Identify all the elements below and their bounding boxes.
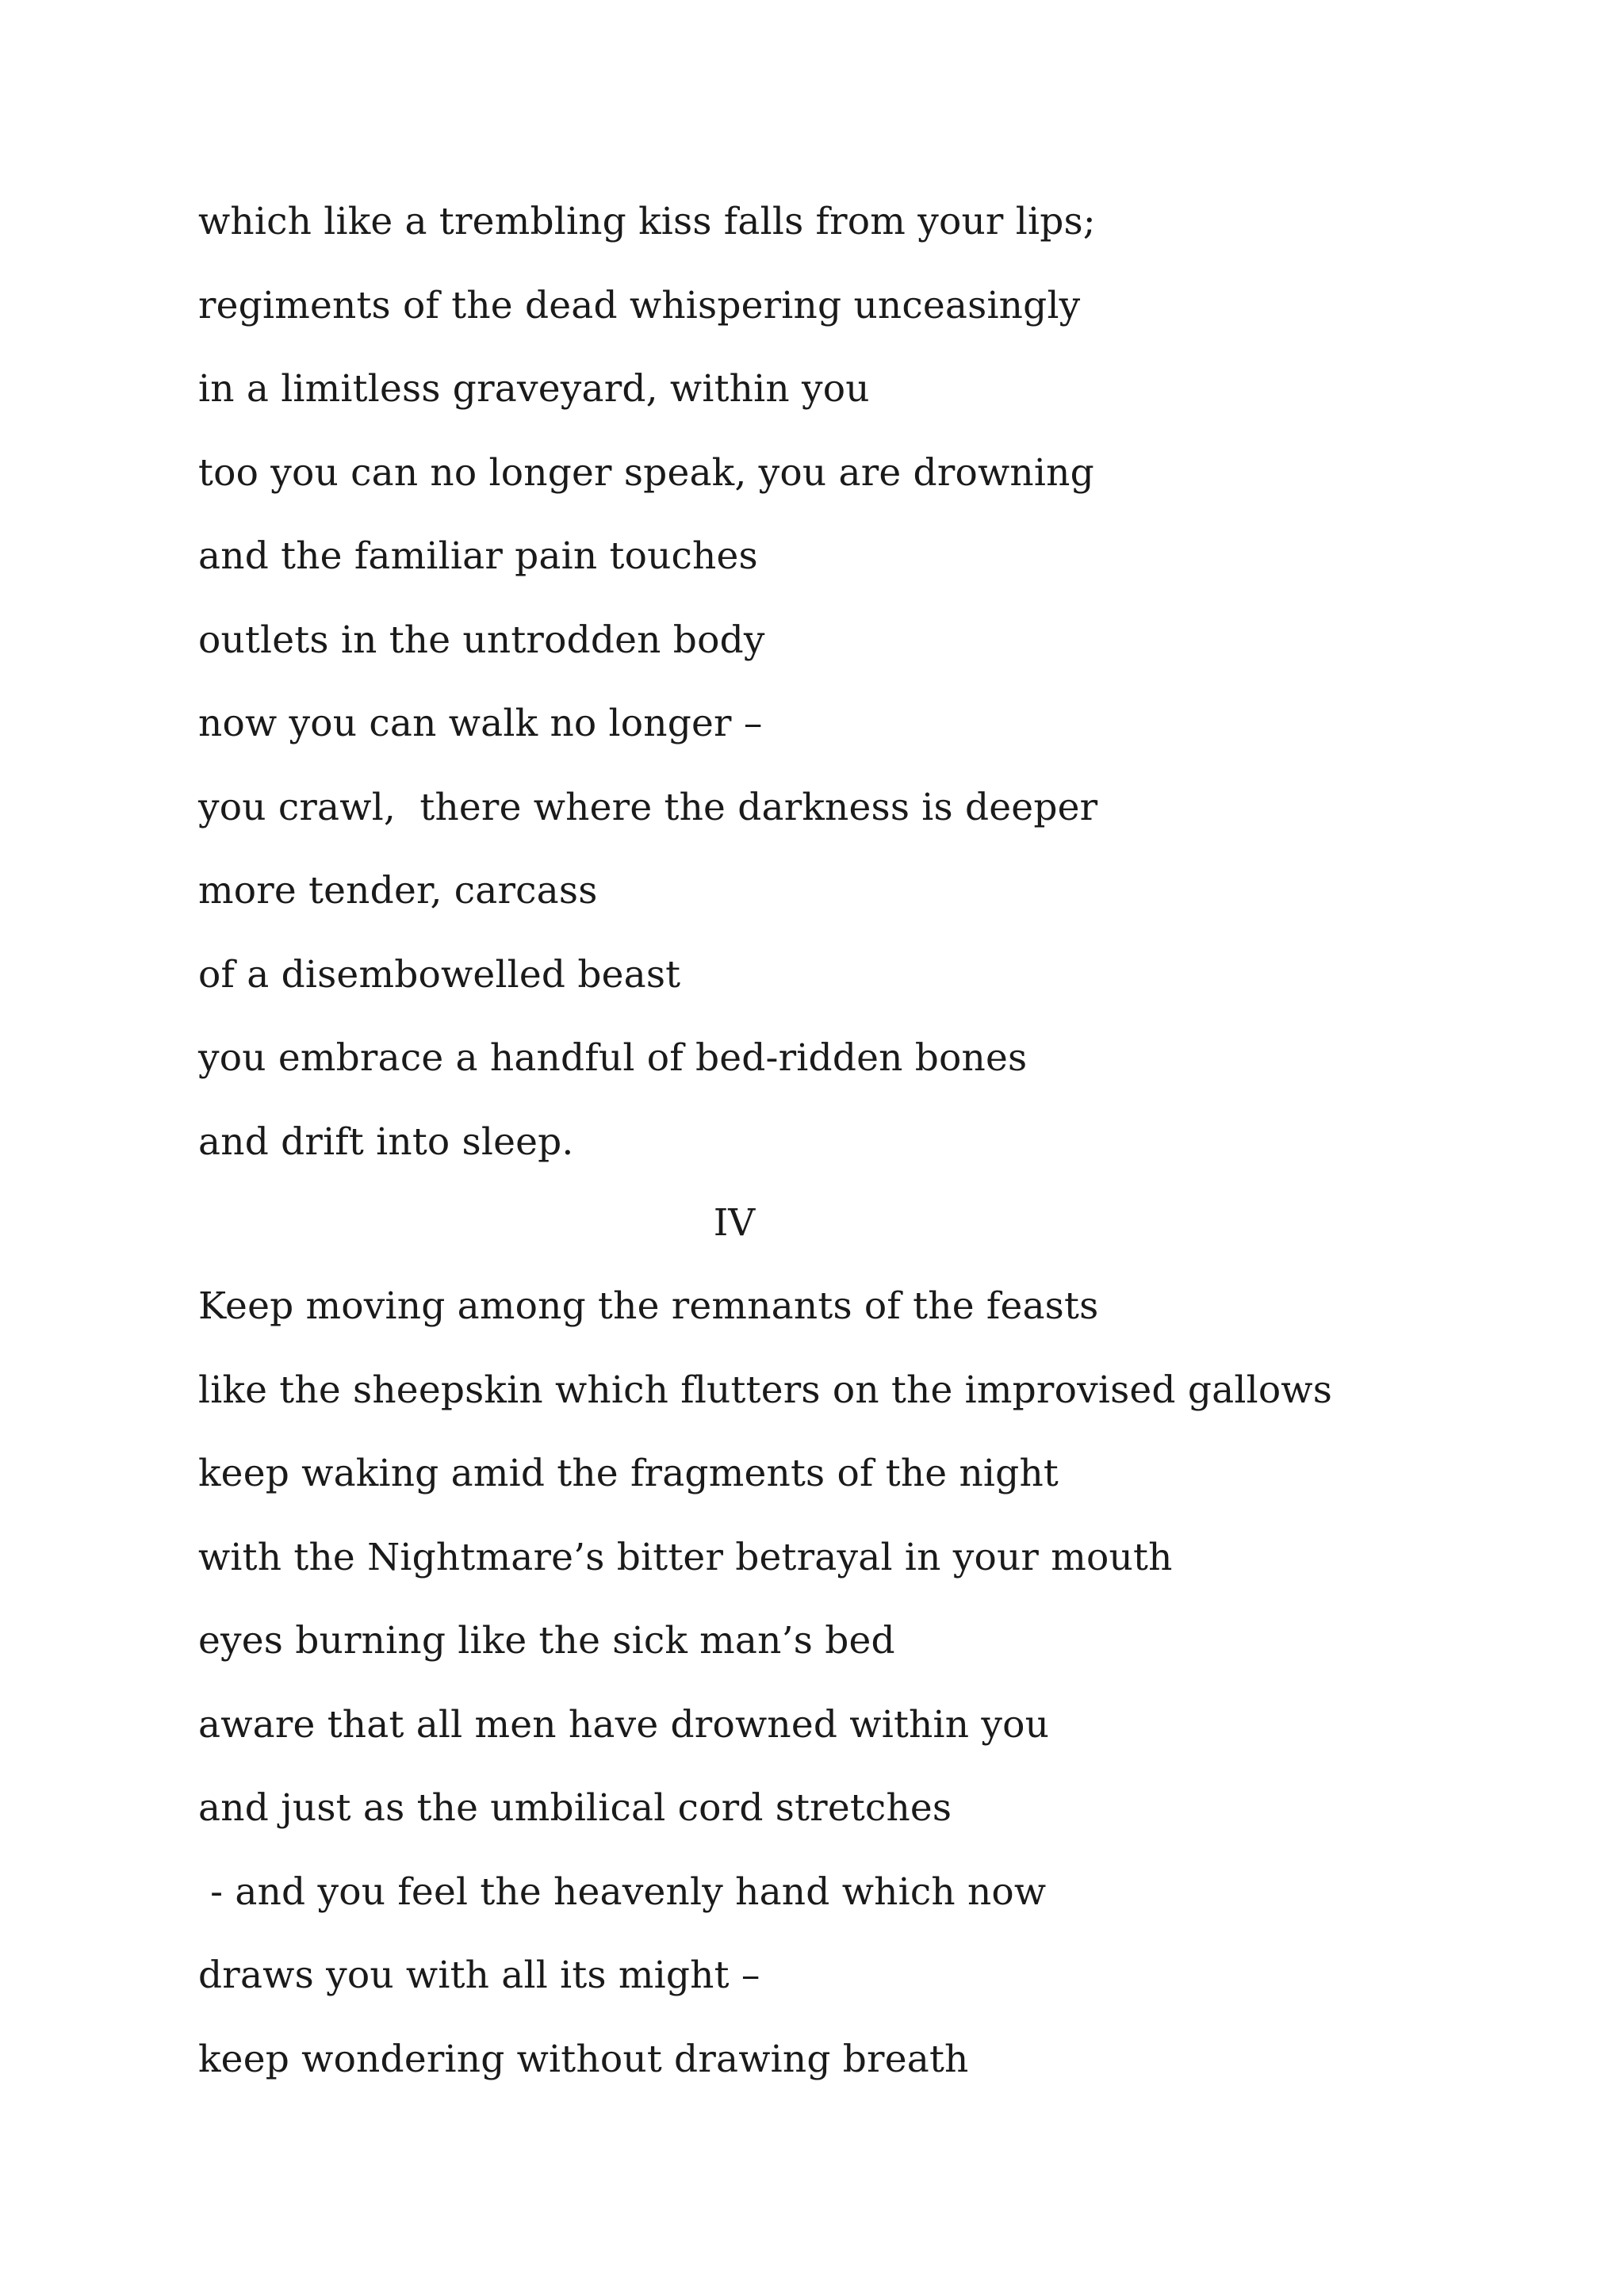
poem-line: and just as the umbilical cord stretches [198,1786,952,1830]
poem-line: with the Nightmare’s bitter betrayal in your mouth [198,1535,1173,1579]
poem-line: draws you with all its might – [198,1954,760,1997]
poem-line: eyes burning like the sick man’s bed [198,1619,895,1663]
poem-line: Keep moving among the remnants of the feasts [198,1284,1099,1328]
poem-line: in a limitless graveyard, within you [198,367,870,411]
poem-line: and the familiar pain touches [198,534,758,578]
poem-line: keep wondering without drawing breath [198,2037,969,2081]
poem-line: of a disembowelled beast [198,952,681,997]
poem-line: regiments of the dead whispering unceasingly [198,283,1081,327]
poem-line: now you can walk no longer – [198,702,763,745]
poem-stanza-part-four [198,1272,1546,2108]
poem-line: outlets in the untrodden body [198,618,765,662]
poem-line: which like a trembling kiss falls from your lips; [198,200,1096,243]
poem-line: - and you feel the heavenly hand which now [198,1869,1047,1914]
poem-line: aware that all men have drowned within you [198,1702,1050,1747]
poem-line: you crawl, there where the darkness is deeper [198,785,1098,829]
section-heading: IV [713,1201,756,1245]
poem-line: you embrace a handful of bed-ridden bones [198,1036,1028,1080]
poem-stanza-part-three [198,187,1546,1191]
poem-line: and drift into sleep. [198,1119,574,1164]
poem-line: keep waking amid the fragments of the night [198,1452,1059,1495]
poem-line: like the sheepskin which flutters on the improvised gallows [198,1368,1333,1412]
poem-line: more tender, carcass [198,869,598,913]
poem-line: too you can no longer speak, you are drowning [198,450,1094,495]
